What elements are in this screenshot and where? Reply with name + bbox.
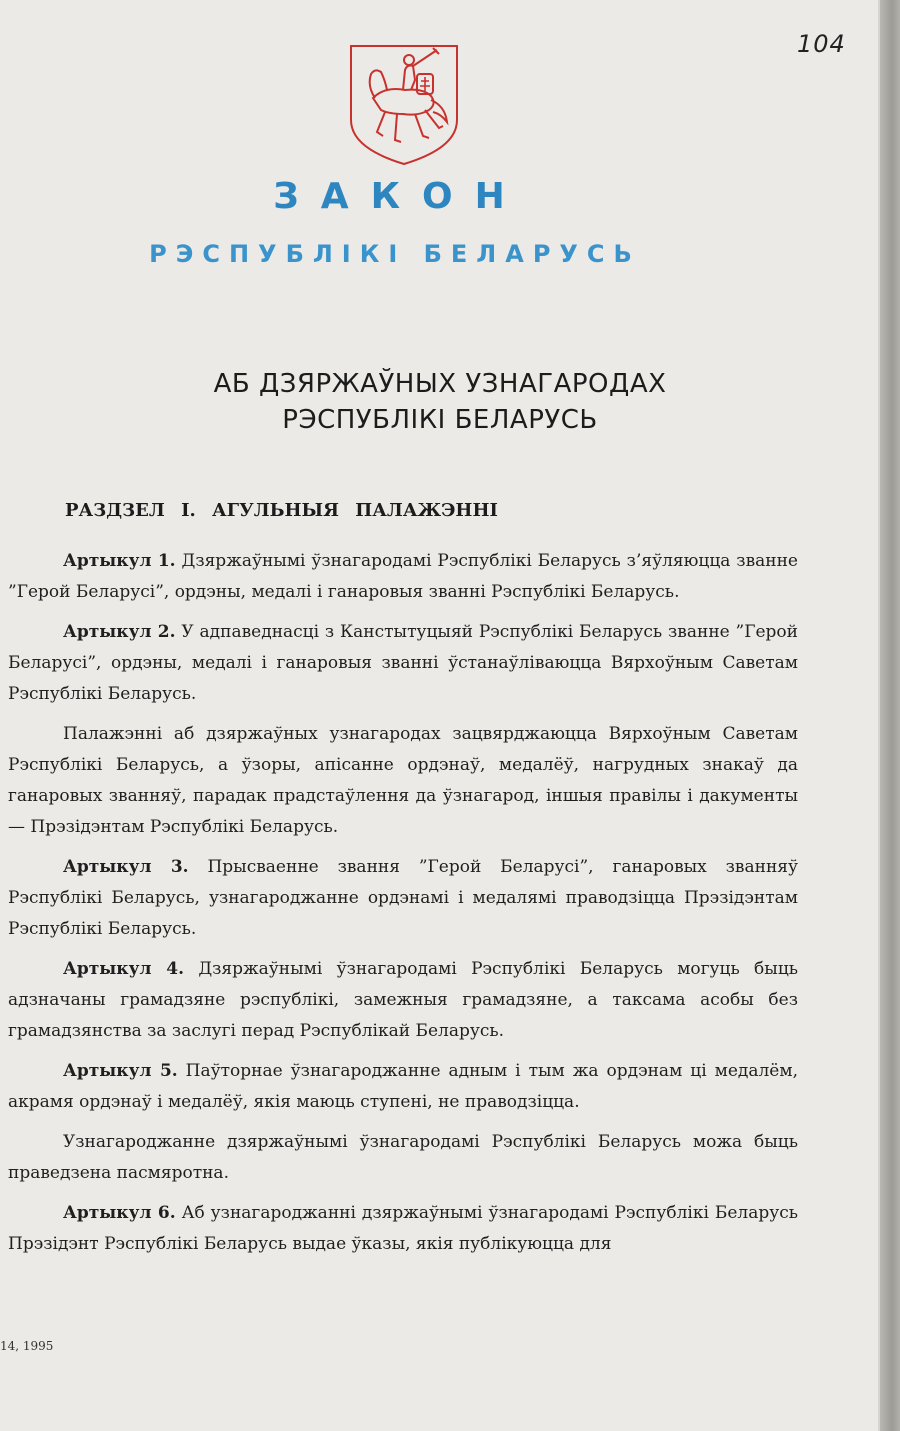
- article-text: Дзяржаўнымі ўзнагародамі Рэспублікі Беларусь з’яўляюцца званне ”Герой Беларусі”, ордэны, медалі і ганаровыя званні Рэспублікі Беларусь.: [8, 551, 798, 602]
- article-paragraph: [8, 719, 798, 843]
- article-label: Артыкул 1.: [63, 551, 176, 571]
- law-body: [8, 546, 798, 1260]
- law-title-line-1: АБ ДЗЯРЖАЎНЫХ УЗНАГАРОДАХ: [213, 369, 667, 399]
- page-binding-edge: [880, 0, 900, 1431]
- law-heading: ЗАКОН: [273, 176, 527, 217]
- article-text: Прысваенне звання ”Герой Беларусі”, ганаровых званняў Рэспублікі Беларусь, узнагароджанне ордэнамі і медалямі праводзіцца Прэзідэнтам Рэспублікі Беларусь.: [8, 857, 798, 939]
- republic-heading: РЭСПУБЛІКІ БЕЛАРУСЬ: [149, 240, 641, 268]
- article-paragraph: [8, 852, 798, 945]
- article-label: Артыкул 6.: [63, 1203, 176, 1223]
- article-paragraph: [8, 1127, 798, 1189]
- article-text: У адпаведнасці з Канстытуцыяй Рэспублікі Беларусь званне ”Герой Беларусі”, ордэны, медалі і ганаровыя званні ўстанаўліваюцца Вярхоўным Саветам Рэспублікі Беларусь.: [8, 622, 798, 704]
- article-text: Палажэнні аб дзяржаўных узнагародах зацвярджаюцца Вярхоўным Саветам Рэспублікі Беларусь, а ўзоры, апісанне ордэнаў, медалёў, нагрудных знакаў да ганаровых званняў, парадак прадстаўлення да ўзнагарод, іншыя правілы і дакументы — Прэзідэнтам Рэспублікі Беларусь.: [8, 724, 798, 837]
- article-text: Дзяржаўнымі ўзнагародамі Рэспублікі Беларусь могуць быць адзначаны грамадзяне рэспублікі, замежныя грамадзяне, а таксама асобы без грамадзянства за заслугі перад Рэспублікай Беларусь.: [8, 959, 799, 1041]
- article-text: Паўторнае ўзнагароджанне адным і тым жа ордэнам ці медалём, акрамя ордэнаў і медалёў, якія маюць ступені, не праводзіцца.: [8, 1061, 798, 1112]
- article-text: Аб узнагароджанні дзяржаўнымі ўзнагародамі Рэспублікі Беларусь Прэзідэнт Рэспублікі Беларусь выдае ўказы, якія публікуюцца для: [8, 1203, 798, 1254]
- article-paragraph: [8, 954, 798, 1047]
- article-paragraph: [8, 546, 798, 608]
- law-title-line-2: РЭСПУБЛІКІ БЕЛАРУСЬ: [282, 405, 598, 435]
- article-label: Артыкул 5.: [63, 1061, 178, 1081]
- article-paragraph: [8, 617, 798, 710]
- handwritten-page-number: 104: [797, 30, 846, 58]
- article-text: Узнагароджанне дзяржаўнымі ўзнагародамі Рэспублікі Беларусь можа быць праведзена пасмяротна.: [8, 1132, 798, 1183]
- pahonia-emblem-icon: [345, 40, 463, 168]
- print-footer-note: 14, 1995: [0, 1339, 54, 1353]
- article-paragraph: [8, 1056, 798, 1118]
- section-heading: РАЗДЗЕЛ I. АГУЛЬНЫЯ ПАЛАЖЭННІ: [65, 500, 498, 521]
- article-label: Артыкул 4.: [63, 959, 185, 979]
- article-paragraph: [8, 1198, 798, 1260]
- article-label: Артыкул 2.: [63, 622, 176, 642]
- article-label: Артыкул 3.: [63, 857, 189, 877]
- law-title: [0, 366, 880, 438]
